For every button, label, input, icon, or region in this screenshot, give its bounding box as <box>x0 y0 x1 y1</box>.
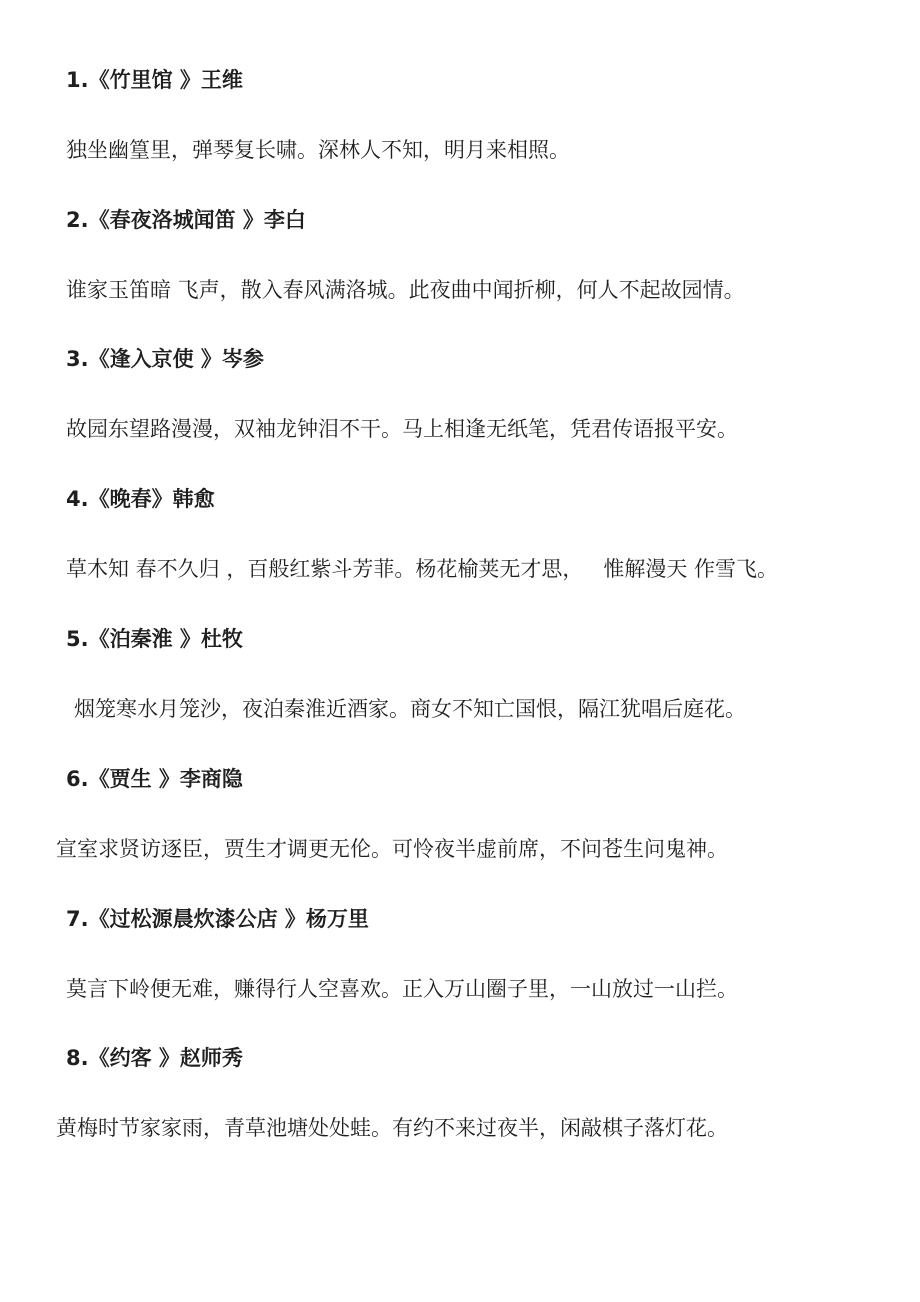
poem-title: 1.《竹里馆 》王维 <box>66 68 243 92</box>
poem-text: 故园东望路漫漫，双袖龙钟泪不干。马上相逢无纸笔，凭君传语报平安。 <box>66 417 738 441</box>
poem-text: 莫言下岭便无难，赚得行人空喜欢。正入万山圈子里，一山放过一山拦。 <box>66 977 738 1001</box>
poem-text: 烟笼寒水月笼沙，夜泊秦淮近酒家。商女不知亡国恨，隔江犹唱后庭花。 <box>74 697 746 721</box>
poem-title: 5.《泊秦淮 》杜牧 <box>66 627 243 651</box>
poem-title: 7.《过松源晨炊漆公店 》杨万里 <box>66 907 369 931</box>
poem-title: 8.《约客 》赵师秀 <box>66 1046 243 1070</box>
poem-text: 谁家玉笛暗 飞声，散入春风满洛城。此夜曲中闻折柳，何人不起故园情。 <box>66 278 745 302</box>
poem-text: 黄梅时节家家雨，青草池塘处处蛙。有约不来过夜半，闲敲棋子落灯花。 <box>56 1116 728 1140</box>
poem-text: 宣室求贤访逐臣，贾生才调更无伦。可怜夜半虚前席，不问苍生问鬼神。 <box>56 837 728 861</box>
poem-title: 2.《春夜洛城闻笛 》李白 <box>66 208 306 232</box>
poem-title: 3.《逢入京使 》岑参 <box>66 347 264 371</box>
poem-title: 6.《贾生 》李商隐 <box>66 767 243 791</box>
poem-title: 4.《晚春》韩愈 <box>66 487 215 511</box>
poem-text: 草木知 春不久归 ，百般红紫斗芳菲。杨花榆荚无才思， 惟解漫天 作雪飞。 <box>66 557 779 581</box>
poem-text: 独坐幽篁里，弹琴复长啸。深林人不知，明月来相照。 <box>66 138 570 162</box>
